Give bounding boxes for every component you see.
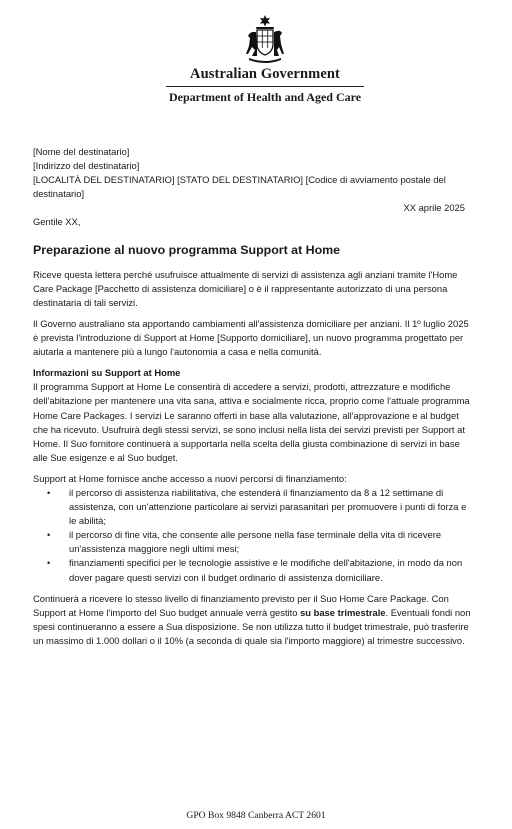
budget-text-start: Continuerà a ricevere lo stesso livello di finanziamento previsto per il Suo Home Care Package. Con Support at Home l'importo del Suo budget annuale verrà gestito [33,592,449,618]
list-item-text: il percorso di fine vita, che consente alle persone nella fase terminale della vita di ricevere un'assistenza maggiore negli ultimi mesi; [69,529,442,555]
recipient-address: [Indirizzo del destinatario] [33,160,140,172]
paragraph-changes: Il Governo australiano sta apportando cambiamenti all'assistenza domiciliare per anziani. Il 1º luglio 2025 è prevista l'introduzione di Support at Home [Supporto domiciliare], un nuovo programma progettato per aiutarla a mantenere più a lungo l'autonomia a casa e nella comunità. [33,317,469,358]
list-item-text: il percorso di assistenza riabilitativa, che estenderà il finanziamento da 8 a 12 settimane di assistenza, con un'attenzione particolare ai servizi parasanitari per promuovere i punti di forza e le abilità; [69,486,467,527]
section-heading: Informazioni su Support at Home [33,367,181,379]
paragraph-budget [33,592,473,648]
paragraph-intro: Riceve questa lettera perché usufruisce attualmente di servizi di assistenza agli anziani tramite l'Home Care Package [Pacchetto di assistenza domiciliare] o è il rappresentante autorizzato di una persona destinataria di tali servizi. [33,268,458,308]
recipient-name: [Nome del destinatario] [33,146,130,157]
bullet-icon: • [47,529,51,541]
budget-text-end: . Eventuali fondi non spesi continueranno a essere a Sua disposizione. Se non utilizza tutto il budget trimestrale, può trasferire un massimo di 1.000 dollari o il 10% (a seconda di quale sia l'importo maggiore) al trimestre successivo. [33,606,471,646]
list-item [47,486,473,528]
department-name: Department of Health and Aged Care [168,90,362,104]
letter-title: Preparazione al nuovo programma Support at Home [33,242,341,257]
bullet-icon: • [47,486,51,498]
greeting: Gentile XX, [33,216,81,228]
recipient-locality: [LOCALITÀ DEL DESTINATARIO] [STATO DEL DESTINATARIO] [Codice di avviamento postale del destinatario] [33,174,446,200]
list-item [47,528,473,556]
government-name: Australian Government [190,66,340,82]
recipient-address-block [33,145,473,201]
bullet-icon: • [47,557,51,569]
list-item [47,556,473,584]
letterhead [160,14,370,105]
letter-date: XX aprile 2025 [403,202,465,214]
coat-of-arms-icon [243,14,287,66]
paragraph-funding-intro: Support at Home fornisce anche accesso a nuovi percorsi di finanziamento: [33,472,347,484]
paragraph-program-info: Il programma Support at Home Le consentirà di accedere a servizi, prodotti, attrezzature e modifiche dell'abitazione per mantenere una vita sana, attiva e socialmente ricca, proprio come l'attuale programma Home Care Packages. I servizi Le saranno offerti in base alla valutazione, all'approvazione e al budget che ha ricevuto. Usufruirà degli stessi servizi, se sono inclusi nella lista dei servizi previsti per Support at Home. Il Suo fornitore continuerà a supportarla nella scelta della giusta combinazione di servizi in base alle Sue esigenze e al Suo budget. [33,381,470,463]
funding-pathways-list [33,486,473,585]
footer-address: GPO Box 9848 Canberra ACT 2601 [186,810,326,821]
letter-body [33,145,473,648]
budget-emphasis: su base trimestrale [300,606,386,618]
list-item-text: finanziamenti specifici per le tecnologie assistive e le modifiche dell'abitazione, in modo da non dover pagare questi servizi con il budget ordinario di assistenza domiciliare. [69,557,463,583]
divider [166,86,364,87]
